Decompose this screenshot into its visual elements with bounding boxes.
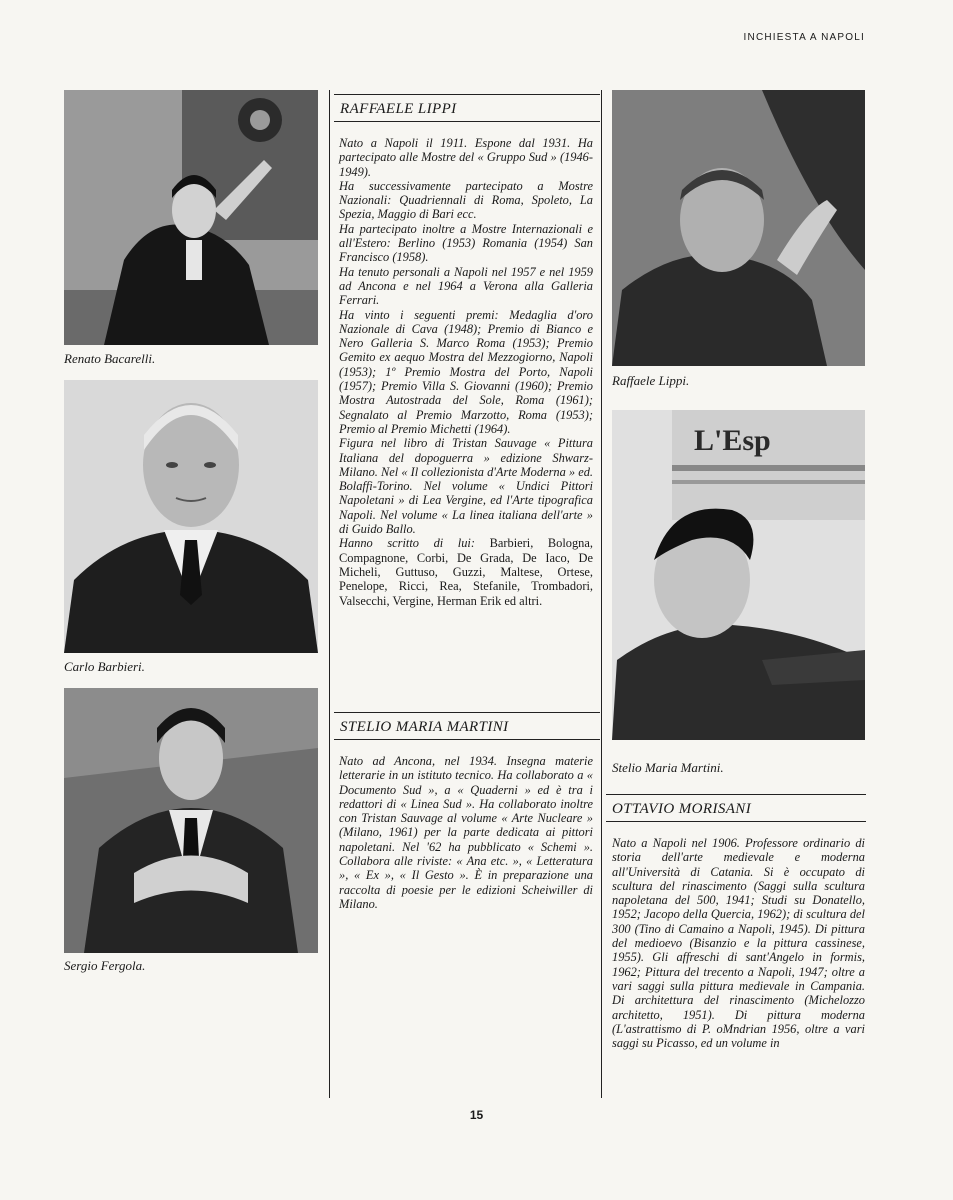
running-head: INCHIESTA A NAPOLI — [743, 32, 865, 43]
column-rule-right — [601, 90, 602, 1098]
page-number: 15 — [469, 1108, 484, 1122]
body-text-stelio-maria-martini — [339, 754, 593, 911]
paragraph: Ha tenuto personali a Napoli nel 1957 e nel 1959 ad Ancona e nel 1964 a Verona alla Galleria Ferrari. — [339, 264, 593, 308]
section-heading-stelio-maria-martini: STELIO MARIA MARTINI — [334, 712, 600, 740]
authors-intro: Hanno scritto di lui: — [339, 536, 476, 551]
body-text-raffaele-lippi — [339, 136, 593, 608]
svg-text:L'Esp: L'Esp — [694, 424, 771, 457]
photo-carlo-barbieri — [64, 380, 318, 653]
section-heading-ottavio-morisani: OTTAVIO MORISANI — [606, 794, 866, 822]
photo-renato-bacarelli — [64, 90, 318, 345]
photo-stelio-maria-martini — [612, 410, 865, 740]
photo-raffaele-lippi — [612, 90, 865, 366]
paragraph: Ha successivamente partecipato a Mostre Nazionali: Quadriennali di Roma, Spoleto, La Spezia, Maggio di Bari ecc. — [339, 178, 593, 222]
caption-stelio-maria-martini: Stelio Maria Martini. — [612, 760, 724, 775]
paragraph: Figura nel libro di Tristan Sauvage « Pittura Italiana del dopoguerra » edizione Shwarz-Milano. Nel « Il collezionista d'Arte Moderna » ed. Bolaffi-Torino. Nel volume « Undici Pittori Napoletani » di Lea Vergine, ed l'Arte tipografica Napoli. Nel volume « La linea italiana dell'arte » di Guido Ballo. — [339, 436, 593, 537]
paragraph: Nato a Napoli nel 1906. Professore ordinario di storia dell'arte medievale e moderna all'Università di Catania. Si è occupato di scultura del rinascimento (Saggi sulla scultura napoletana del 500, 1941; Studi su Donatello, 1952; Jacopo della Quercia, 1962); di scultura del 300 (Tino di Camaino a Napoli, 1945). Di pittura del medioevo (Bisanzio e la pittura cassinese, 1955). Gli affreschi di sant'Angelo in formis, 1962; Pittura del trecento a Napoli, 1947; oltre a vari saggi sulla pittura medievale in Campania. Di architettura del rinascimento (Michelozzo architetto, 1951). Di pittura moderna (L'astrattismo di P. oMndrian 1956, oltre a vari saggi su Picasso, ed un volume in — [612, 836, 865, 1051]
caption-carlo-barbieri: Carlo Barbieri. — [64, 659, 145, 674]
caption-sergio-fergola: Sergio Fergola. — [64, 958, 146, 973]
photo-sergio-fergola — [64, 688, 318, 953]
paragraph: Ha partecipato inoltre a Mostre Internazionali e all'Estero: Berlino (1953) Romania (1954) San Francisco (1958). — [339, 221, 593, 265]
caption-renato-bacarelli: Renato Bacarelli. — [64, 351, 156, 366]
paragraph: Nato ad Ancona, nel 1934. Insegna materie letterarie in un istituto tecnico. Ha collaborato a « Documento Sud », a « Quaderni » ed è tra i redattori di « Linea Sud ». Ha collaborato inoltre con Tristan Sauvage al volume « Arte Nucleare » (Milano, 1961) per la parte dedicata ai pittori napoletani. Nel '62 ha pubblicato « Schemi ». Collabora alle riviste: « Ana etc. », « Letteratura », « Ex », « Il Gesto ». È in preparazione una raccolta di poesie per le edizioni Scheiwiller di Milano. — [339, 754, 593, 911]
column-rule-left — [329, 90, 330, 1098]
body-text-ottavio-morisani — [612, 836, 865, 1050]
paragraph: Ha vinto i seguenti premi: Medaglia d'oro Nazionale di Cava (1948); Premio di Bianco e Nero Galleria S. Marco Roma (1953); Premio Gemito ex aequo Mostra del Mezzogiorno, Napoli (1953); 1º Premio Mostra del Porto, Napoli (1957); Premio Villa S. Giovanni (1960); Premio Mostra Autostrada del Sole, Roma (1961); Segnalato al Premio Marzotto, Roma (1953); Premio al Premio Michetti (1964). — [339, 307, 593, 436]
authors-list: Barbieri, Bologna, Compagnone, Corbi, De Grada, De Iaco, De Micheli, Guttuso, Guzzi, Maltese, Ortese, Penelope, Ricci, Rea, Stefanile, Trombadori, Valsecchi, Vergine, Herman Erik ed altri. — [339, 536, 593, 608]
paragraph-authors — [339, 536, 593, 607]
section-heading-raffaele-lippi: RAFFAELE LIPPI — [334, 94, 600, 122]
paragraph: Nato a Napoli il 1911. Espone dal 1931. Ha partecipato alle Mostre del « Gruppo Sud » (1946-1949). — [339, 136, 593, 179]
caption-raffaele-lippi: Raffaele Lippi. — [612, 373, 690, 388]
